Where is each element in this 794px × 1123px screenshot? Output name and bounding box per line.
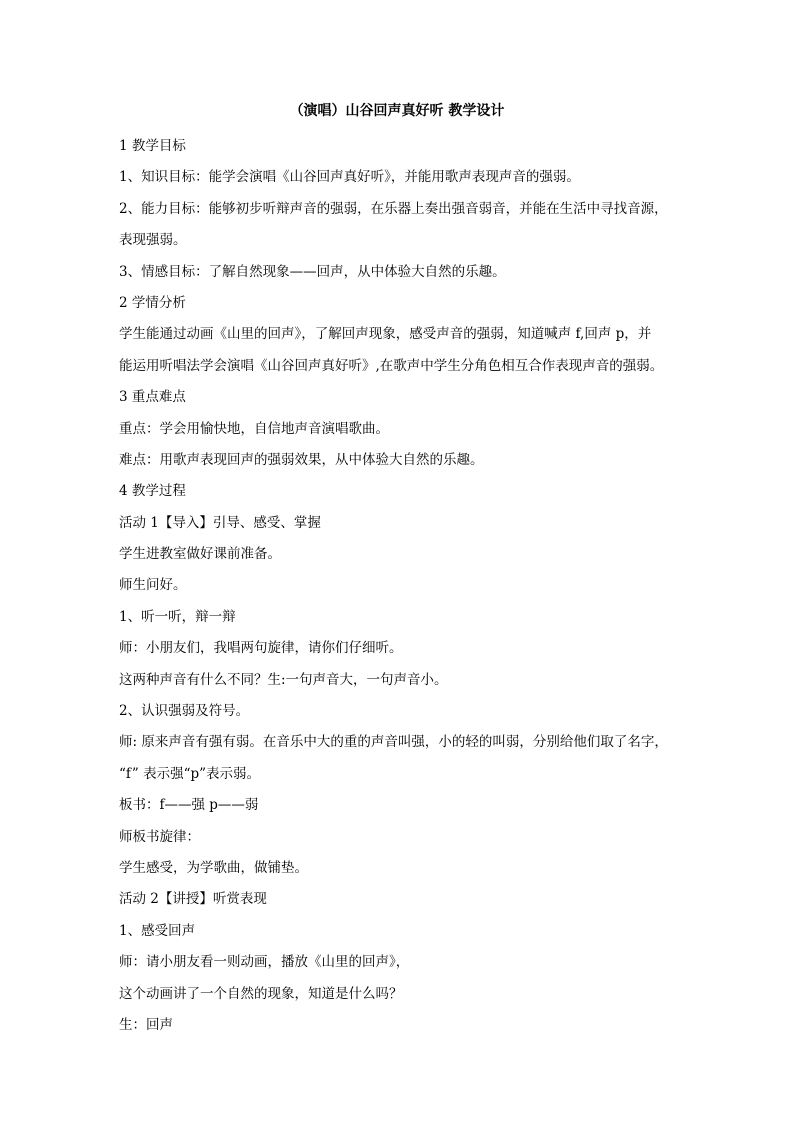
section-heading-objectives: 1 教学目标	[119, 138, 186, 154]
paragraph-line: 师生问好。	[119, 577, 187, 594]
section-heading-key-points: 3 重点难点	[119, 389, 186, 406]
paragraph-line: 1、感受回声	[119, 922, 196, 939]
paragraph-line: 师: 原来声音有强有弱。在音乐中大的重的声音叫强，小的轻的叫弱，分别给他们取了名字，	[119, 734, 668, 751]
paragraph-line: 师：请小朋友看一则动画，播放《山里的回声》，	[119, 954, 410, 971]
paragraph-line: 这个动画讲了一个自然的现象，知道是什么吗？	[119, 985, 403, 1002]
paragraph-line: 学生感受，为学歌曲，做铺垫。	[119, 859, 308, 876]
paragraph-line: 生：回声	[119, 1016, 173, 1033]
document-body	[119, 131, 679, 1041]
paragraph-line: 这两种声音有什么不同？生:一句声音大，一句声音小。	[119, 671, 448, 688]
paragraph-line: 1、知识目标：能学会演唱《山谷回声真好听》，并能用歌声表现声音的强弱。	[119, 169, 580, 186]
paragraph-line: 表现强弱。	[119, 232, 187, 249]
paragraph-line: 板书：f——强 p——弱	[119, 797, 259, 814]
paragraph-line: 学生能通过动画《山里的回声》，了解回声现象，感受声音的强弱，知道喊声 f,回声 p，并	[119, 326, 652, 343]
paragraph-line: 1、听一听，辩一辩	[119, 608, 236, 625]
paragraph-line: 学生进教室做好课前准备。	[119, 546, 281, 563]
section-heading-analysis: 2 学情分析	[119, 294, 186, 311]
paragraph-line: 2、认识强弱及符号。	[119, 703, 250, 720]
paragraph-line: “f” 表示强“p”表示弱。	[119, 765, 261, 782]
paragraph-line: 师板书旋律：	[119, 828, 200, 845]
document-title: （演唱）山谷回声真好听 教学设计	[289, 103, 505, 119]
activity-heading: 活动 2【讲授】听赏表现	[119, 891, 267, 908]
section-heading-process: 4 教学过程	[119, 483, 186, 500]
paragraph-line: 3、情感目标：了解自然现象——回声，从中体验大自然的乐趣。	[119, 263, 506, 280]
paragraph-line: 师：小朋友们，我唱两句旋律，请你们仔细听。	[119, 640, 403, 657]
paragraph-line: 能运用听唱法学会演唱《山谷回声真好听》,在歌声中学生分角色相互合作表现声音的强弱。	[119, 357, 664, 374]
paragraph-line: 2、能力目标：能够初步听辩声音的强弱，在乐器上奏出强音弱音，并能在生活中寻找音源，	[119, 200, 668, 217]
paragraph-line: 难点：用歌声表现回声的强弱效果，从中体验大自然的乐趣。	[119, 451, 484, 468]
activity-heading: 活动 1【导入】引导、感受、掌握	[119, 514, 321, 531]
paragraph-line: 重点：学会用愉快地，自信地声音演唱歌曲。	[119, 420, 389, 437]
